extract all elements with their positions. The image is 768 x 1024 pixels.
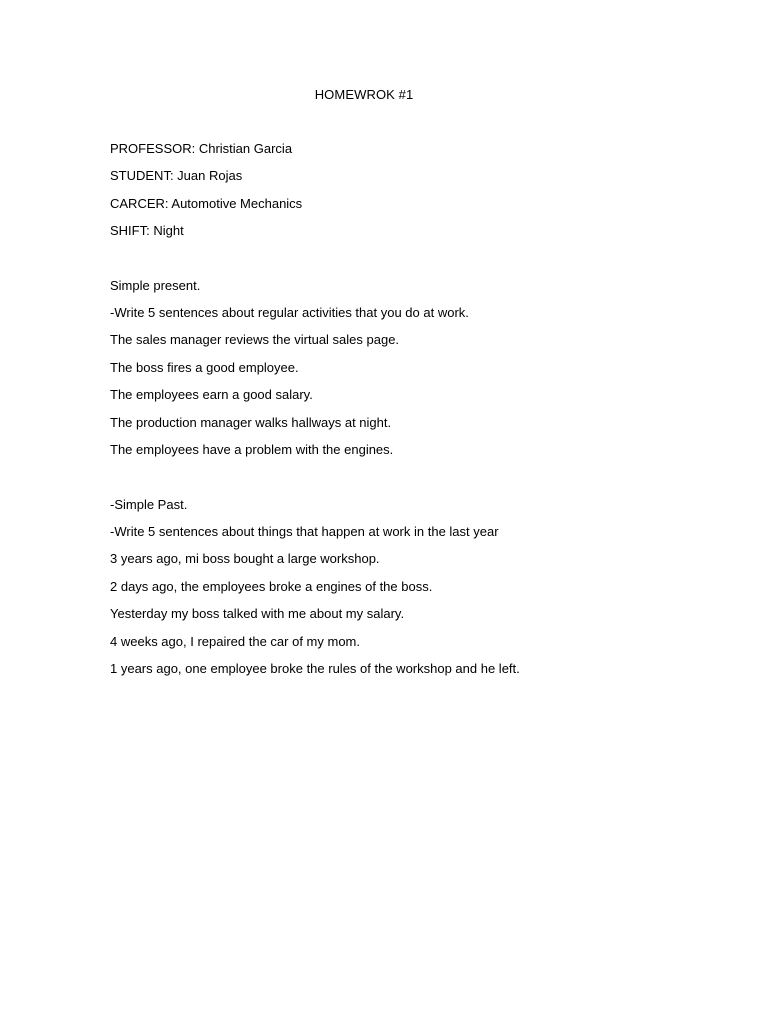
simple-past-sentence: 1 years ago, one employee broke the rules of the workshop and he left.: [110, 661, 520, 676]
shift-line: SHIFT: Night: [110, 223, 184, 238]
simple-present-sentence: The employees earn a good salary.: [110, 387, 313, 402]
simple-past-instruction: -Write 5 sentences about things that happen at work in the last year: [110, 524, 499, 539]
simple-present-instruction: -Write 5 sentences about regular activities that you do at work.: [110, 305, 469, 320]
simple-present-sentence: The employees have a problem with the engines.: [110, 442, 394, 457]
simple-past-sentence: 3 years ago, mi boss bought a large workshop.: [110, 551, 380, 566]
document-title: HOMEWROK #1: [314, 87, 414, 102]
career-line: CARCER: Automotive Mechanics: [110, 196, 303, 211]
simple-past-sentence: 4 weeks ago, I repaired the car of my mom.: [110, 634, 360, 649]
simple-present-heading: Simple present.: [110, 278, 201, 293]
simple-present-sentence: The boss fires a good employee.: [110, 360, 299, 375]
simple-past-heading: -Simple Past.: [110, 497, 188, 512]
simple-present-sentence: The production manager walks hallways at night.: [110, 415, 392, 430]
student-line: STUDENT: Juan Rojas: [110, 168, 243, 183]
simple-past-sentence: Yesterday my boss talked with me about my salary.: [110, 606, 405, 621]
simple-present-sentence: The sales manager reviews the virtual sales page.: [110, 332, 400, 347]
professor-line: PROFESSOR: Christian Garcia: [110, 141, 293, 156]
simple-past-sentence: 2 days ago, the employees broke a engines of the boss.: [110, 579, 433, 594]
